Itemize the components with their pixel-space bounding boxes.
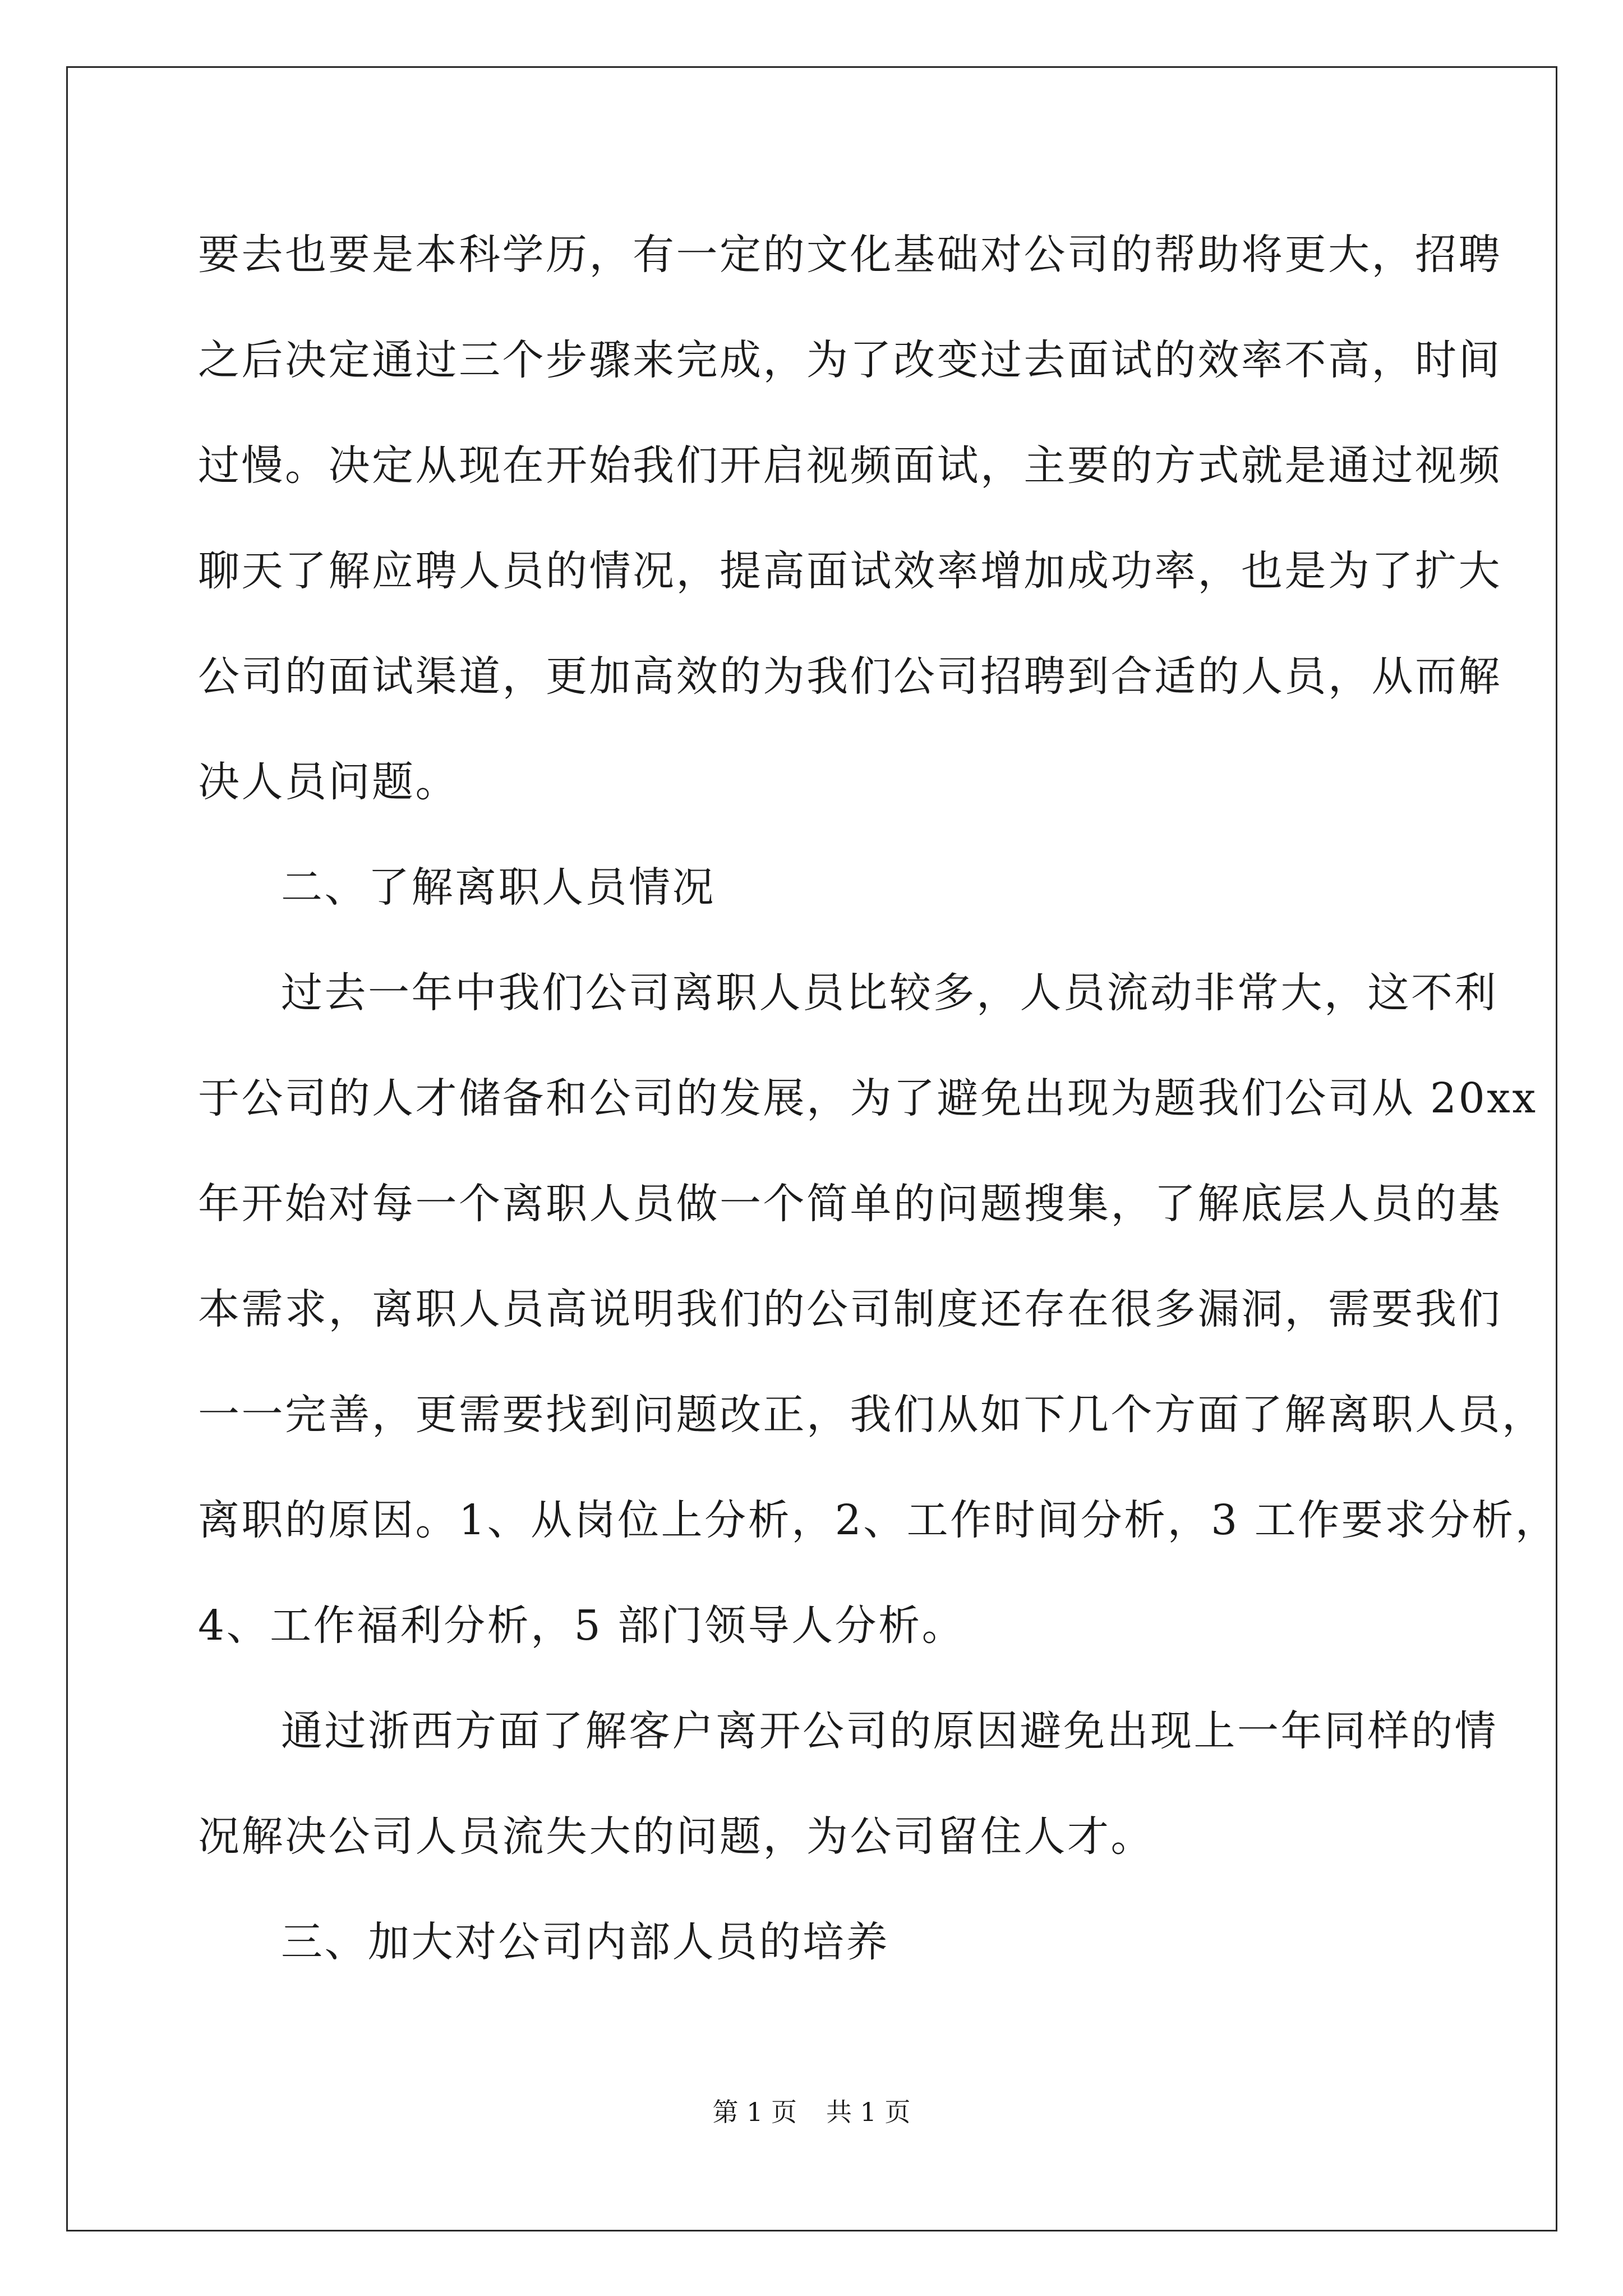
page-count: 共 1 页	[826, 2097, 911, 2127]
paragraph-line: 通过浙西方面了解客户离开公司的原因避免出现上一年同样的情	[281, 1707, 1498, 1755]
paragraph-line: 4、工作福利分析，5 部门领导人分析。	[198, 1602, 966, 1650]
paragraph-line: 过慢。决定从现在开始我们开启视频面试，主要的方式就是通过视频	[198, 441, 1502, 490]
paragraph-line: 过去一年中我们公司离职人员比较多，人员流动非常大，这不利	[281, 969, 1498, 1017]
paragraph-line: 一一完善，更需要找到问题改正，我们从如下几个方面了解离职人员，	[198, 1391, 1546, 1439]
paragraph-line: 公司的面试渠道，更加高效的为我们公司招聘到合适的人员，从而解	[198, 652, 1502, 701]
document-body	[198, 202, 1559, 1995]
paragraph-line: 之后决定通过三个步骤来完成，为了改变过去面试的效率不高，时间	[198, 336, 1502, 384]
paragraph-line: 离职的原因。1、从岗位上分析，2、工作时间分析，3 工作要求分析，	[198, 1496, 1559, 1544]
paragraph-line: 况解决公司人员流失大的问题，为公司留住人才。	[198, 1812, 1154, 1861]
page-footer	[0, 2095, 1623, 2129]
paragraph-line: 要去也要是本科学历，有一定的文化基础对公司的帮助将更大，招聘	[198, 231, 1502, 279]
paragraph-line: 年开始对每一个离职人员做一个简单的问题搜集，了解底层人员的基	[198, 1180, 1502, 1228]
paragraph-line: 决人员问题。	[198, 758, 459, 806]
section-heading: 三、加大对公司内部人员的培养	[281, 1918, 889, 1966]
section-heading: 二、了解离职人员情况	[281, 863, 716, 912]
paragraph-line: 本需求，离职人员高说明我们的公司制度还存在很多漏洞，需要我们	[198, 1285, 1502, 1333]
page-number: 第 1 页	[712, 2097, 797, 2127]
paragraph-line: 于公司的人才储备和公司的发展，为了避免出现为题我们公司从 20xx	[198, 1074, 1538, 1122]
paragraph-line: 聊天了解应聘人员的情况，提高面试效率增加成功率，也是为了扩大	[198, 547, 1502, 595]
